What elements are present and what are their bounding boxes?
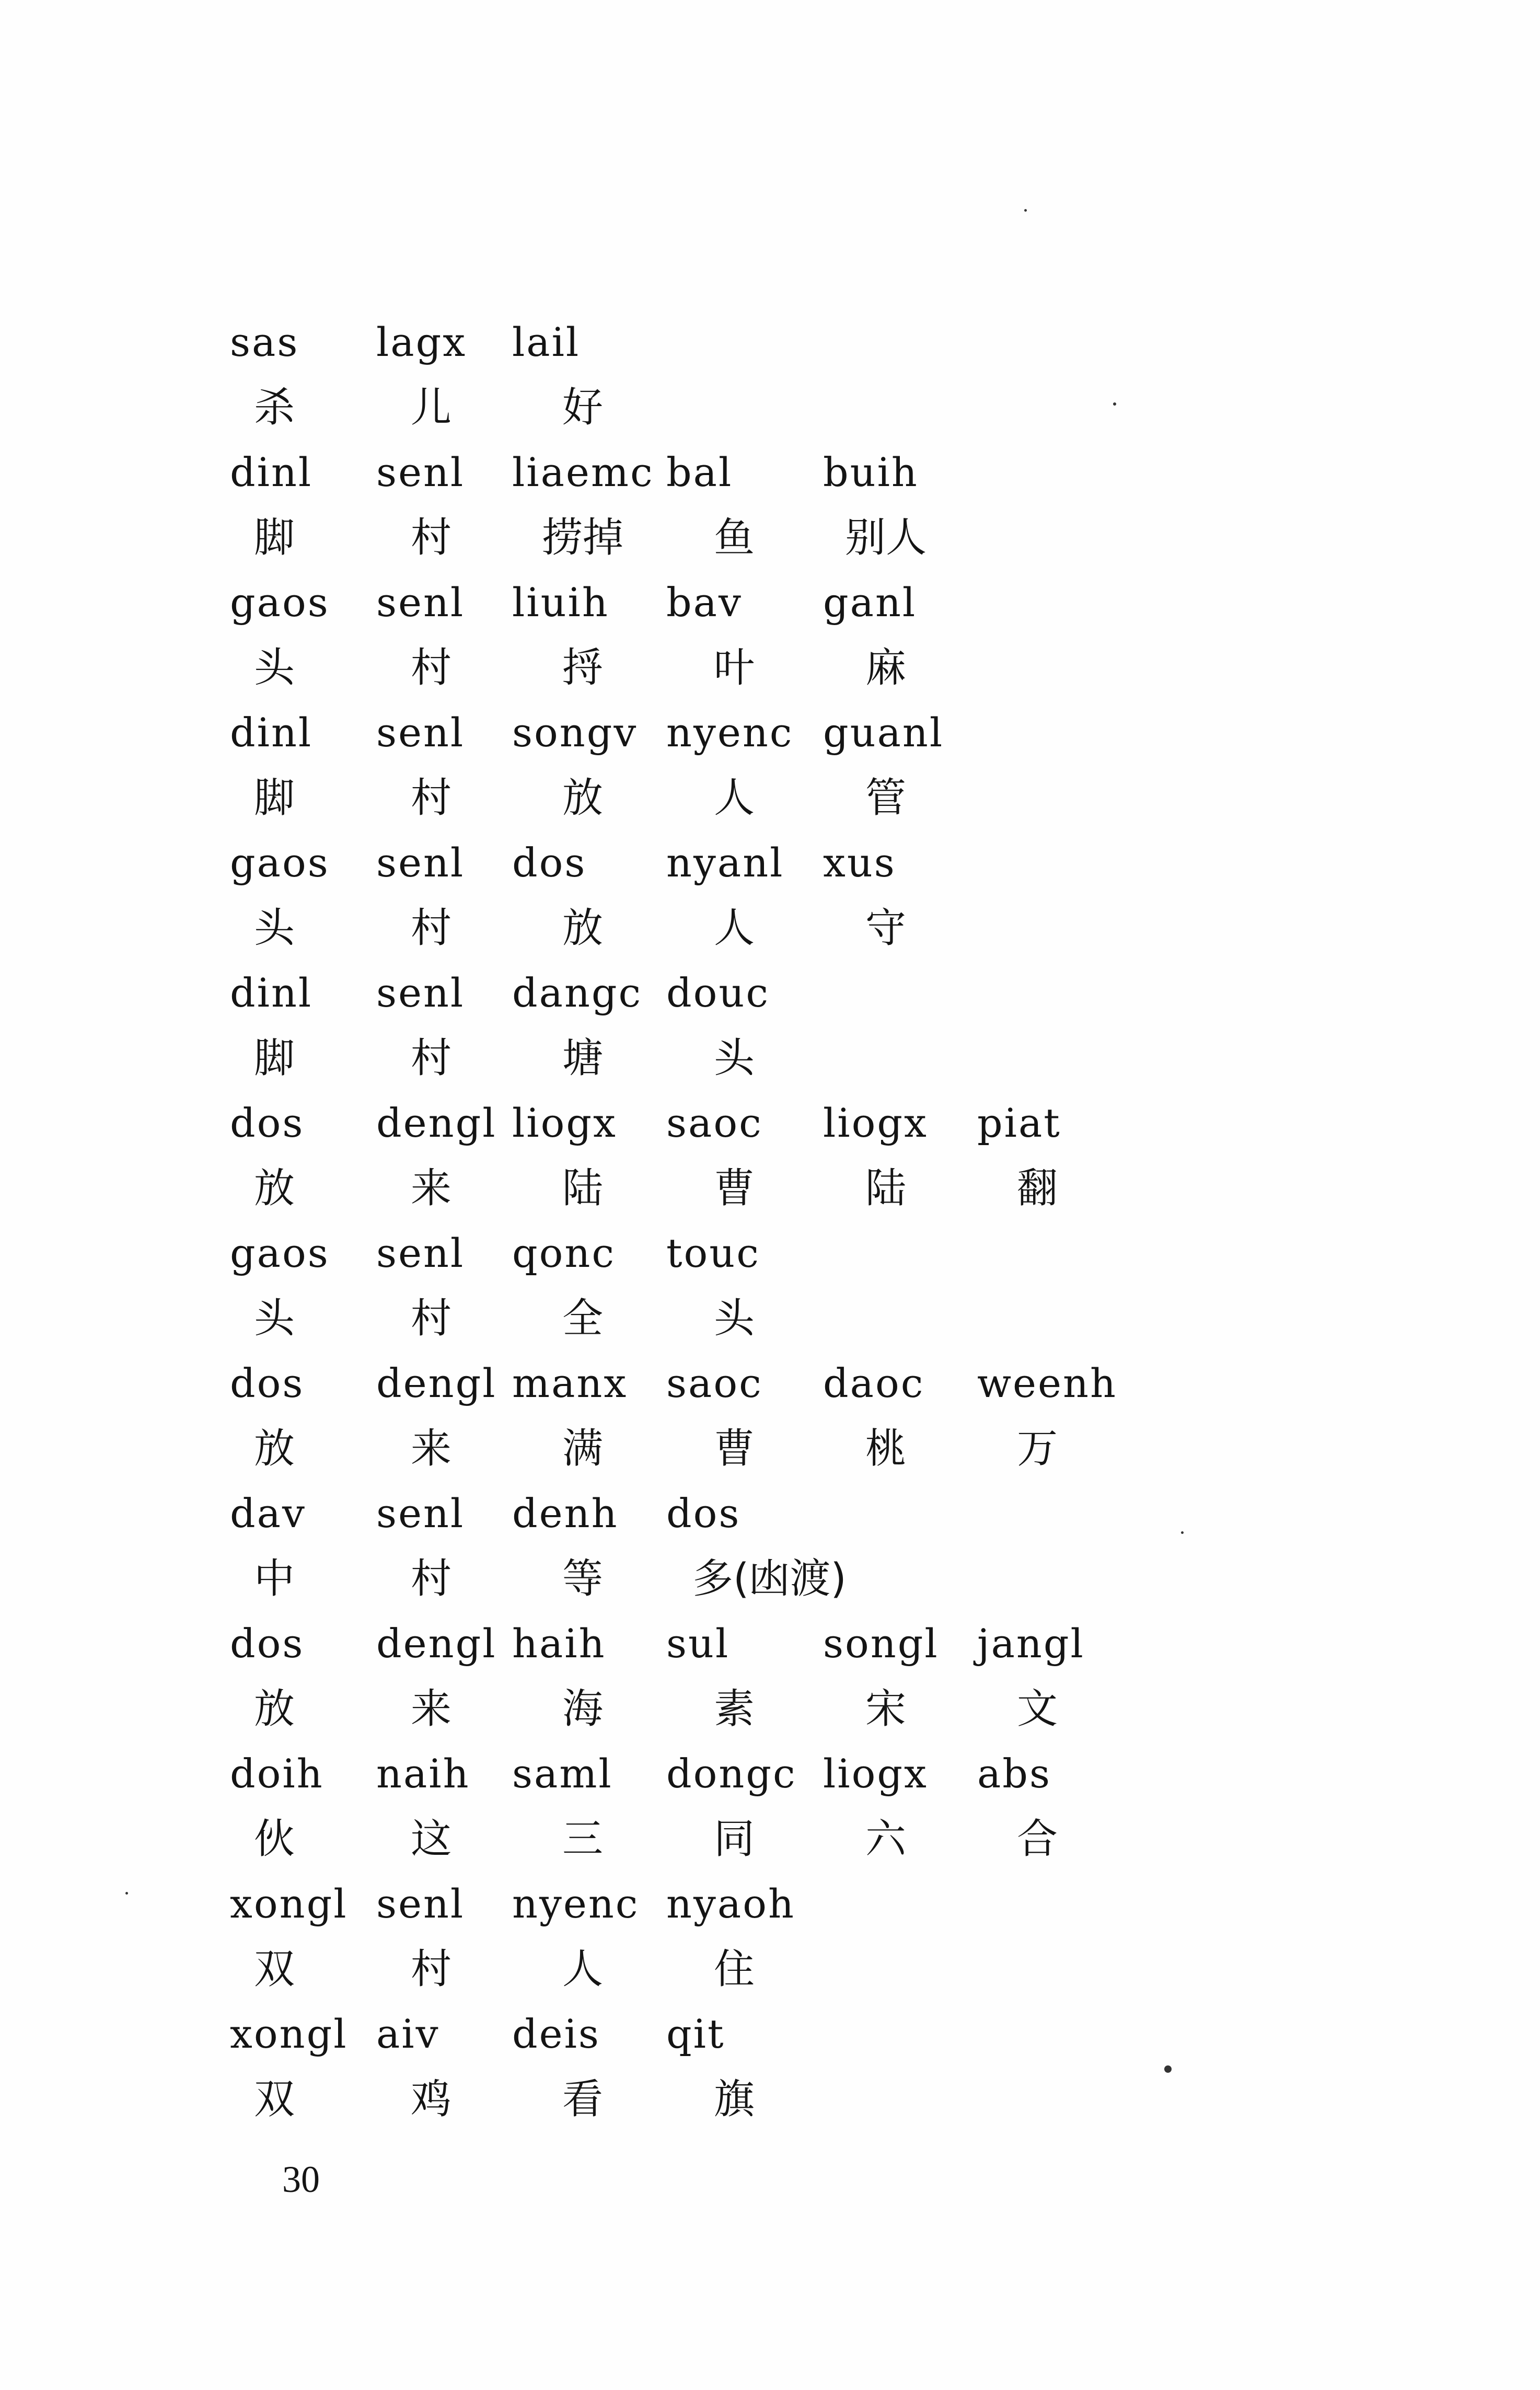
- romanized-word: jangl: [977, 1620, 1085, 1667]
- romanized-line: [0, 308, 1540, 376]
- chinese-gloss: 村: [410, 774, 451, 822]
- chinese-gloss: 伙: [253, 1815, 295, 1863]
- romanized-word: dos: [230, 1360, 305, 1406]
- chinese-gloss-line: [0, 504, 1540, 572]
- romanized-word: saoc: [666, 1360, 763, 1406]
- romanized-word: bal: [666, 449, 733, 495]
- chinese-gloss-line: [0, 1675, 1540, 1743]
- chinese-gloss: 六: [865, 1815, 906, 1863]
- romanized-line: [0, 1349, 1540, 1417]
- romanized-word: liaemc: [512, 449, 654, 495]
- scan-speck: [125, 1892, 128, 1895]
- chinese-gloss: 全: [562, 1295, 603, 1342]
- romanized-line: [0, 1610, 1540, 1678]
- chinese-gloss: 叶: [713, 644, 755, 691]
- romanized-word: nyenc: [512, 1880, 640, 1927]
- chinese-gloss: 来: [410, 1685, 451, 1733]
- chinese-gloss: 双: [253, 1945, 295, 1993]
- romanized-line: [0, 1870, 1540, 1938]
- chinese-gloss: 杀: [253, 384, 295, 431]
- chinese-gloss: 鱼: [713, 514, 755, 561]
- romanized-word: liogx: [823, 1100, 928, 1146]
- romanized-line: [0, 569, 1540, 637]
- romanized-word: buih: [823, 449, 919, 495]
- romanized-word: denh: [512, 1490, 619, 1537]
- chinese-gloss: 万: [1016, 1425, 1058, 1472]
- chinese-gloss-line: [0, 1805, 1540, 1873]
- romanized-line: [0, 1740, 1540, 1808]
- romanized-word: haih: [512, 1620, 606, 1667]
- romanized-word: senl: [376, 839, 465, 886]
- chinese-gloss: 头: [713, 1295, 755, 1342]
- chinese-gloss-line: [0, 1935, 1540, 2003]
- romanized-word: songl: [823, 1620, 939, 1667]
- romanized-word: piat: [977, 1100, 1061, 1146]
- chinese-gloss: 鸡: [410, 2075, 451, 2123]
- romanized-word: abs: [977, 1750, 1051, 1797]
- romanized-word: gaos: [230, 1230, 330, 1276]
- chinese-gloss: 头: [253, 1295, 295, 1342]
- romanized-word: dengl: [376, 1620, 497, 1667]
- chinese-gloss: 放: [253, 1685, 295, 1733]
- chinese-gloss: 中: [253, 1555, 295, 1602]
- romanized-word: manx: [512, 1360, 628, 1406]
- romanized-word: liogx: [823, 1750, 928, 1797]
- chinese-gloss-line: [0, 1415, 1540, 1483]
- romanized-word: dinl: [230, 709, 313, 756]
- chinese-gloss: 素: [713, 1685, 755, 1733]
- romanized-word: xus: [823, 839, 896, 886]
- chinese-gloss: 桃: [865, 1425, 906, 1472]
- romanized-word: dongc: [666, 1750, 797, 1797]
- chinese-gloss: 宋: [865, 1685, 906, 1733]
- chinese-gloss: 海: [562, 1685, 603, 1733]
- romanized-word: senl: [376, 1490, 465, 1537]
- romanized-line: [0, 699, 1540, 767]
- romanized-word: aiv: [376, 2011, 440, 2057]
- chinese-gloss: 村: [410, 644, 451, 691]
- romanized-line: [0, 438, 1540, 506]
- chinese-gloss: 放: [253, 1164, 295, 1212]
- chinese-gloss: 人: [713, 904, 755, 952]
- romanized-word: bav: [666, 579, 743, 626]
- romanized-word: doih: [230, 1750, 324, 1797]
- chinese-gloss: 曹: [713, 1164, 755, 1212]
- chinese-gloss-line: [0, 894, 1540, 962]
- chinese-gloss: 人: [713, 774, 755, 822]
- chinese-gloss-line: [0, 374, 1540, 442]
- romanized-word: dengl: [376, 1360, 497, 1406]
- chinese-gloss: 守: [865, 904, 906, 952]
- chinese-gloss: 陆: [865, 1164, 906, 1212]
- chinese-gloss: 村: [410, 1295, 451, 1342]
- chinese-gloss: 村: [410, 514, 451, 561]
- romanized-word: dav: [230, 1490, 306, 1537]
- chinese-gloss: 村: [410, 1945, 451, 1993]
- romanized-word: dos: [230, 1100, 305, 1146]
- chinese-gloss: 双: [253, 2075, 295, 2123]
- chinese-gloss: 满: [562, 1425, 603, 1472]
- chinese-gloss-line: [0, 1154, 1540, 1222]
- chinese-gloss: 脚: [253, 1034, 295, 1082]
- chinese-gloss-line: [0, 764, 1540, 832]
- romanized-word: dos: [512, 839, 587, 886]
- romanized-word: nyanl: [666, 839, 784, 886]
- romanized-word: qonc: [512, 1230, 616, 1276]
- romanized-word: touc: [666, 1230, 760, 1276]
- chinese-gloss: 同: [713, 1815, 755, 1863]
- chinese-gloss: 曹: [713, 1425, 755, 1472]
- chinese-gloss: 脚: [253, 774, 295, 822]
- romanized-word: gaos: [230, 839, 330, 886]
- chinese-gloss: 别人: [844, 514, 927, 561]
- romanized-word: nyenc: [666, 709, 794, 756]
- chinese-gloss: 儿: [410, 384, 451, 431]
- chinese-gloss: 捞掉: [541, 514, 623, 561]
- chinese-gloss-line: [0, 634, 1540, 702]
- chinese-gloss: 脚: [253, 514, 295, 561]
- chinese-gloss-line: [0, 1545, 1540, 1613]
- romanized-word: weenh: [977, 1360, 1117, 1406]
- chinese-gloss: 头: [253, 644, 295, 691]
- chinese-gloss-line: [0, 1285, 1540, 1353]
- chinese-gloss: 放: [253, 1425, 295, 1472]
- chinese-gloss: 麻: [865, 644, 906, 691]
- romanized-word: daoc: [823, 1360, 925, 1406]
- romanized-word: saoc: [666, 1100, 763, 1146]
- chinese-gloss: 文: [1016, 1685, 1058, 1733]
- chinese-gloss: 三: [562, 1815, 603, 1863]
- chinese-gloss: 翻: [1016, 1164, 1058, 1212]
- chinese-gloss: 多(凼渡): [692, 1555, 847, 1602]
- romanized-word: dinl: [230, 969, 313, 1016]
- romanized-word: senl: [376, 969, 465, 1016]
- romanized-word: liuih: [512, 579, 609, 626]
- chinese-gloss: 这: [410, 1815, 451, 1863]
- chinese-gloss: 捋: [562, 644, 603, 691]
- romanized-line: [0, 2000, 1540, 2068]
- chinese-gloss: 村: [410, 1555, 451, 1602]
- romanized-word: senl: [376, 709, 465, 756]
- page-number: 30: [282, 2158, 320, 2200]
- romanized-word: senl: [376, 579, 465, 626]
- chinese-gloss: 头: [253, 904, 295, 952]
- romanized-word: qit: [666, 2011, 725, 2057]
- chinese-gloss: 来: [410, 1425, 451, 1472]
- romanized-word: xongl: [230, 1880, 348, 1927]
- romanized-word: saml: [512, 1750, 613, 1797]
- chinese-gloss: 住: [713, 1945, 755, 1993]
- chinese-gloss: 塘: [562, 1034, 603, 1082]
- romanized-line: [0, 1219, 1540, 1287]
- romanized-word: douc: [666, 969, 770, 1016]
- romanized-word: dos: [666, 1490, 741, 1537]
- scan-speck: [1113, 402, 1116, 406]
- romanized-word: senl: [376, 1880, 465, 1927]
- romanized-word: liogx: [512, 1100, 617, 1146]
- romanized-word: ganl: [823, 579, 917, 626]
- chinese-gloss: 旗: [713, 2075, 755, 2123]
- romanized-word: dengl: [376, 1100, 497, 1146]
- chinese-gloss: 村: [410, 904, 451, 952]
- romanized-line: [0, 829, 1540, 897]
- chinese-gloss: 村: [410, 1034, 451, 1082]
- romanized-word: lagx: [376, 319, 467, 365]
- chinese-gloss: 来: [410, 1164, 451, 1212]
- chinese-gloss: 放: [562, 774, 603, 822]
- romanized-word: dinl: [230, 449, 313, 495]
- chinese-gloss: 等: [562, 1555, 603, 1602]
- romanized-word: sul: [666, 1620, 730, 1667]
- chinese-gloss: 放: [562, 904, 603, 952]
- scan-speck: [1164, 2065, 1172, 2073]
- chinese-gloss: 陆: [562, 1164, 603, 1212]
- romanized-word: sas: [230, 319, 299, 365]
- chinese-gloss: 管: [865, 774, 906, 822]
- romanized-word: senl: [376, 449, 465, 495]
- romanized-word: guanl: [823, 709, 944, 756]
- romanized-word: nyaoh: [666, 1880, 795, 1927]
- romanized-word: xongl: [230, 2011, 348, 2057]
- romanized-word: songv: [512, 709, 638, 756]
- chinese-gloss: 头: [713, 1034, 755, 1082]
- romanized-word: naih: [376, 1750, 470, 1797]
- romanized-line: [0, 1480, 1540, 1548]
- scan-speck: [1024, 209, 1027, 212]
- romanized-word: dos: [230, 1620, 305, 1667]
- romanized-word: deis: [512, 2011, 600, 2057]
- romanized-word: lail: [512, 319, 581, 365]
- chinese-gloss-line: [0, 2065, 1540, 2133]
- romanized-word: senl: [376, 1230, 465, 1276]
- chinese-gloss-line: [0, 1024, 1540, 1092]
- chinese-gloss: 合: [1016, 1815, 1058, 1863]
- romanized-line: [0, 959, 1540, 1027]
- romanized-word: dangc: [512, 969, 643, 1016]
- romanized-line: [0, 1089, 1540, 1157]
- chinese-gloss: 人: [562, 1945, 603, 1993]
- scan-speck: [1181, 1531, 1184, 1534]
- chinese-gloss: 看: [562, 2075, 603, 2123]
- chinese-gloss: 好: [562, 384, 603, 431]
- romanized-word: gaos: [230, 579, 330, 626]
